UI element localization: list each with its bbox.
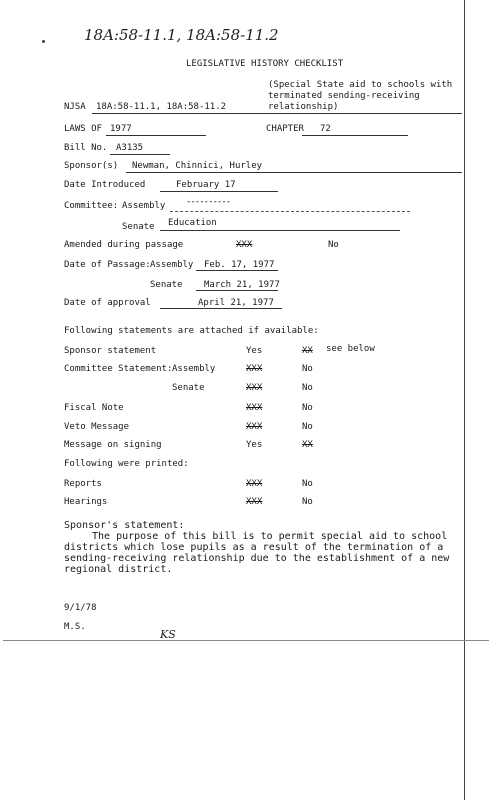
message-on-signing-label: Message on signing [64, 440, 162, 450]
scan-edge-line [464, 0, 465, 800]
bill-no-underline [110, 154, 170, 155]
description: (Special State aid to schools with terminated sending-receiving relationship) [268, 80, 453, 112]
veto-message-no: No [302, 422, 313, 432]
handwritten-initials: KS [160, 628, 176, 641]
scan-speck [42, 40, 45, 43]
committee-statement-assembly-yes: XXX [246, 364, 263, 374]
statement-line: The purpose of this bill is to permit special aid to school [92, 531, 448, 542]
bill-no-label: Bill No. [64, 143, 108, 153]
amended-no: No [328, 240, 339, 250]
reports-yes: XXX [246, 479, 263, 489]
sponsor-statement-yes: Yes [246, 346, 263, 356]
statement-line: regional district. [64, 564, 173, 575]
footer-initials-label: M.S. [64, 622, 86, 632]
committee-assembly-underline [170, 211, 410, 212]
message-on-signing-yes: Yes [246, 440, 263, 450]
passage-senate-label: Senate [150, 280, 183, 290]
passage-senate-value: March 21, 1977 [204, 280, 280, 290]
message-on-signing-no: XX [302, 440, 313, 450]
chapter-underline [302, 135, 408, 136]
amended-label: Amended during passage [64, 240, 184, 250]
committee-senate-underline [160, 230, 400, 231]
scan-bottom-line [3, 640, 489, 641]
reports-label: Reports [64, 479, 102, 489]
passage-assembly-label: Assembly [150, 260, 194, 270]
amended-yes: XXX [236, 240, 253, 250]
page-title: LEGISLATIVE HISTORY CHECKLIST [186, 59, 344, 69]
hearings-yes: XXX [246, 497, 263, 507]
passage-label: Date of Passage: [64, 260, 151, 270]
committee-statement-senate-label: Senate [172, 383, 205, 393]
committee-statement-senate-yes: XXX [246, 383, 263, 393]
chapter-label: CHAPTER [266, 124, 304, 134]
passage-senate-underline [196, 290, 278, 291]
approval-underline [160, 308, 282, 309]
committee-statement-label: Committee Statement: [64, 364, 173, 374]
njsa-underline [92, 113, 462, 114]
sponsor-statement-label: Sponsor statement [64, 346, 157, 356]
reports-no: No [302, 479, 313, 489]
chapter-value: 72 [320, 124, 331, 134]
printed-heading: Following were printed: [64, 459, 189, 469]
committee-assembly-label: Assembly [122, 201, 166, 211]
laws-of-underline [106, 135, 206, 136]
hearings-no: No [302, 497, 313, 507]
fiscal-note-yes: XXX [246, 403, 263, 413]
laws-of-label: LAWS OF [64, 124, 102, 134]
committee-statement-senate-no: No [302, 383, 313, 393]
date-introduced-label: Date Introduced [64, 180, 146, 190]
sponsors-value: Newman, Chinnici, Hurley [132, 161, 263, 171]
statement-line: sending-receiving relationship due to the establishment of a new [64, 553, 450, 564]
passage-assembly-value: Feb. 17, 1977 [204, 260, 275, 270]
handwritten-citation: 18A:58-11.1, 18A:58-11.2 [84, 26, 279, 44]
committee-assembly-value: ---------- [186, 197, 231, 207]
hearings-label: Hearings [64, 497, 108, 507]
fiscal-note-no: No [302, 403, 313, 413]
sponsor-statement-no: XX [302, 346, 313, 356]
sponsors-underline [126, 172, 462, 173]
approval-label: Date of approval [64, 298, 151, 308]
committee-statement-assembly-no: No [302, 364, 313, 374]
veto-message-yes: XXX [246, 422, 263, 432]
sponsors-label: Sponsor(s) [64, 161, 119, 171]
laws-of-value: 1977 [110, 124, 132, 134]
veto-message-label: Veto Message [64, 422, 130, 432]
sponsor-statement-note: see below [326, 344, 375, 354]
statement-heading: Sponsor's statement: [64, 520, 185, 531]
bill-no-value: A3135 [116, 143, 144, 153]
committee-senate-value: Education [168, 218, 217, 228]
passage-assembly-underline [196, 270, 278, 271]
njsa-label: NJSA [64, 102, 86, 112]
fiscal-note-label: Fiscal Note [64, 403, 124, 413]
committee-statement-assembly-label: Assembly [172, 364, 216, 374]
approval-value: April 21, 1977 [198, 298, 274, 308]
committee-label: Committee: [64, 201, 119, 211]
date-introduced-value: February 17 [176, 180, 236, 190]
njsa-value: 18A:58-11.1, 18A:58-11.2 [96, 102, 227, 112]
attached-heading: Following statements are attached if available: [64, 326, 319, 336]
committee-senate-label: Senate [122, 222, 155, 232]
footer-date: 9/1/78 [64, 603, 97, 613]
statement-line: districts which lose pupils as a result of the termination of a [64, 542, 444, 553]
date-introduced-underline [160, 191, 278, 192]
